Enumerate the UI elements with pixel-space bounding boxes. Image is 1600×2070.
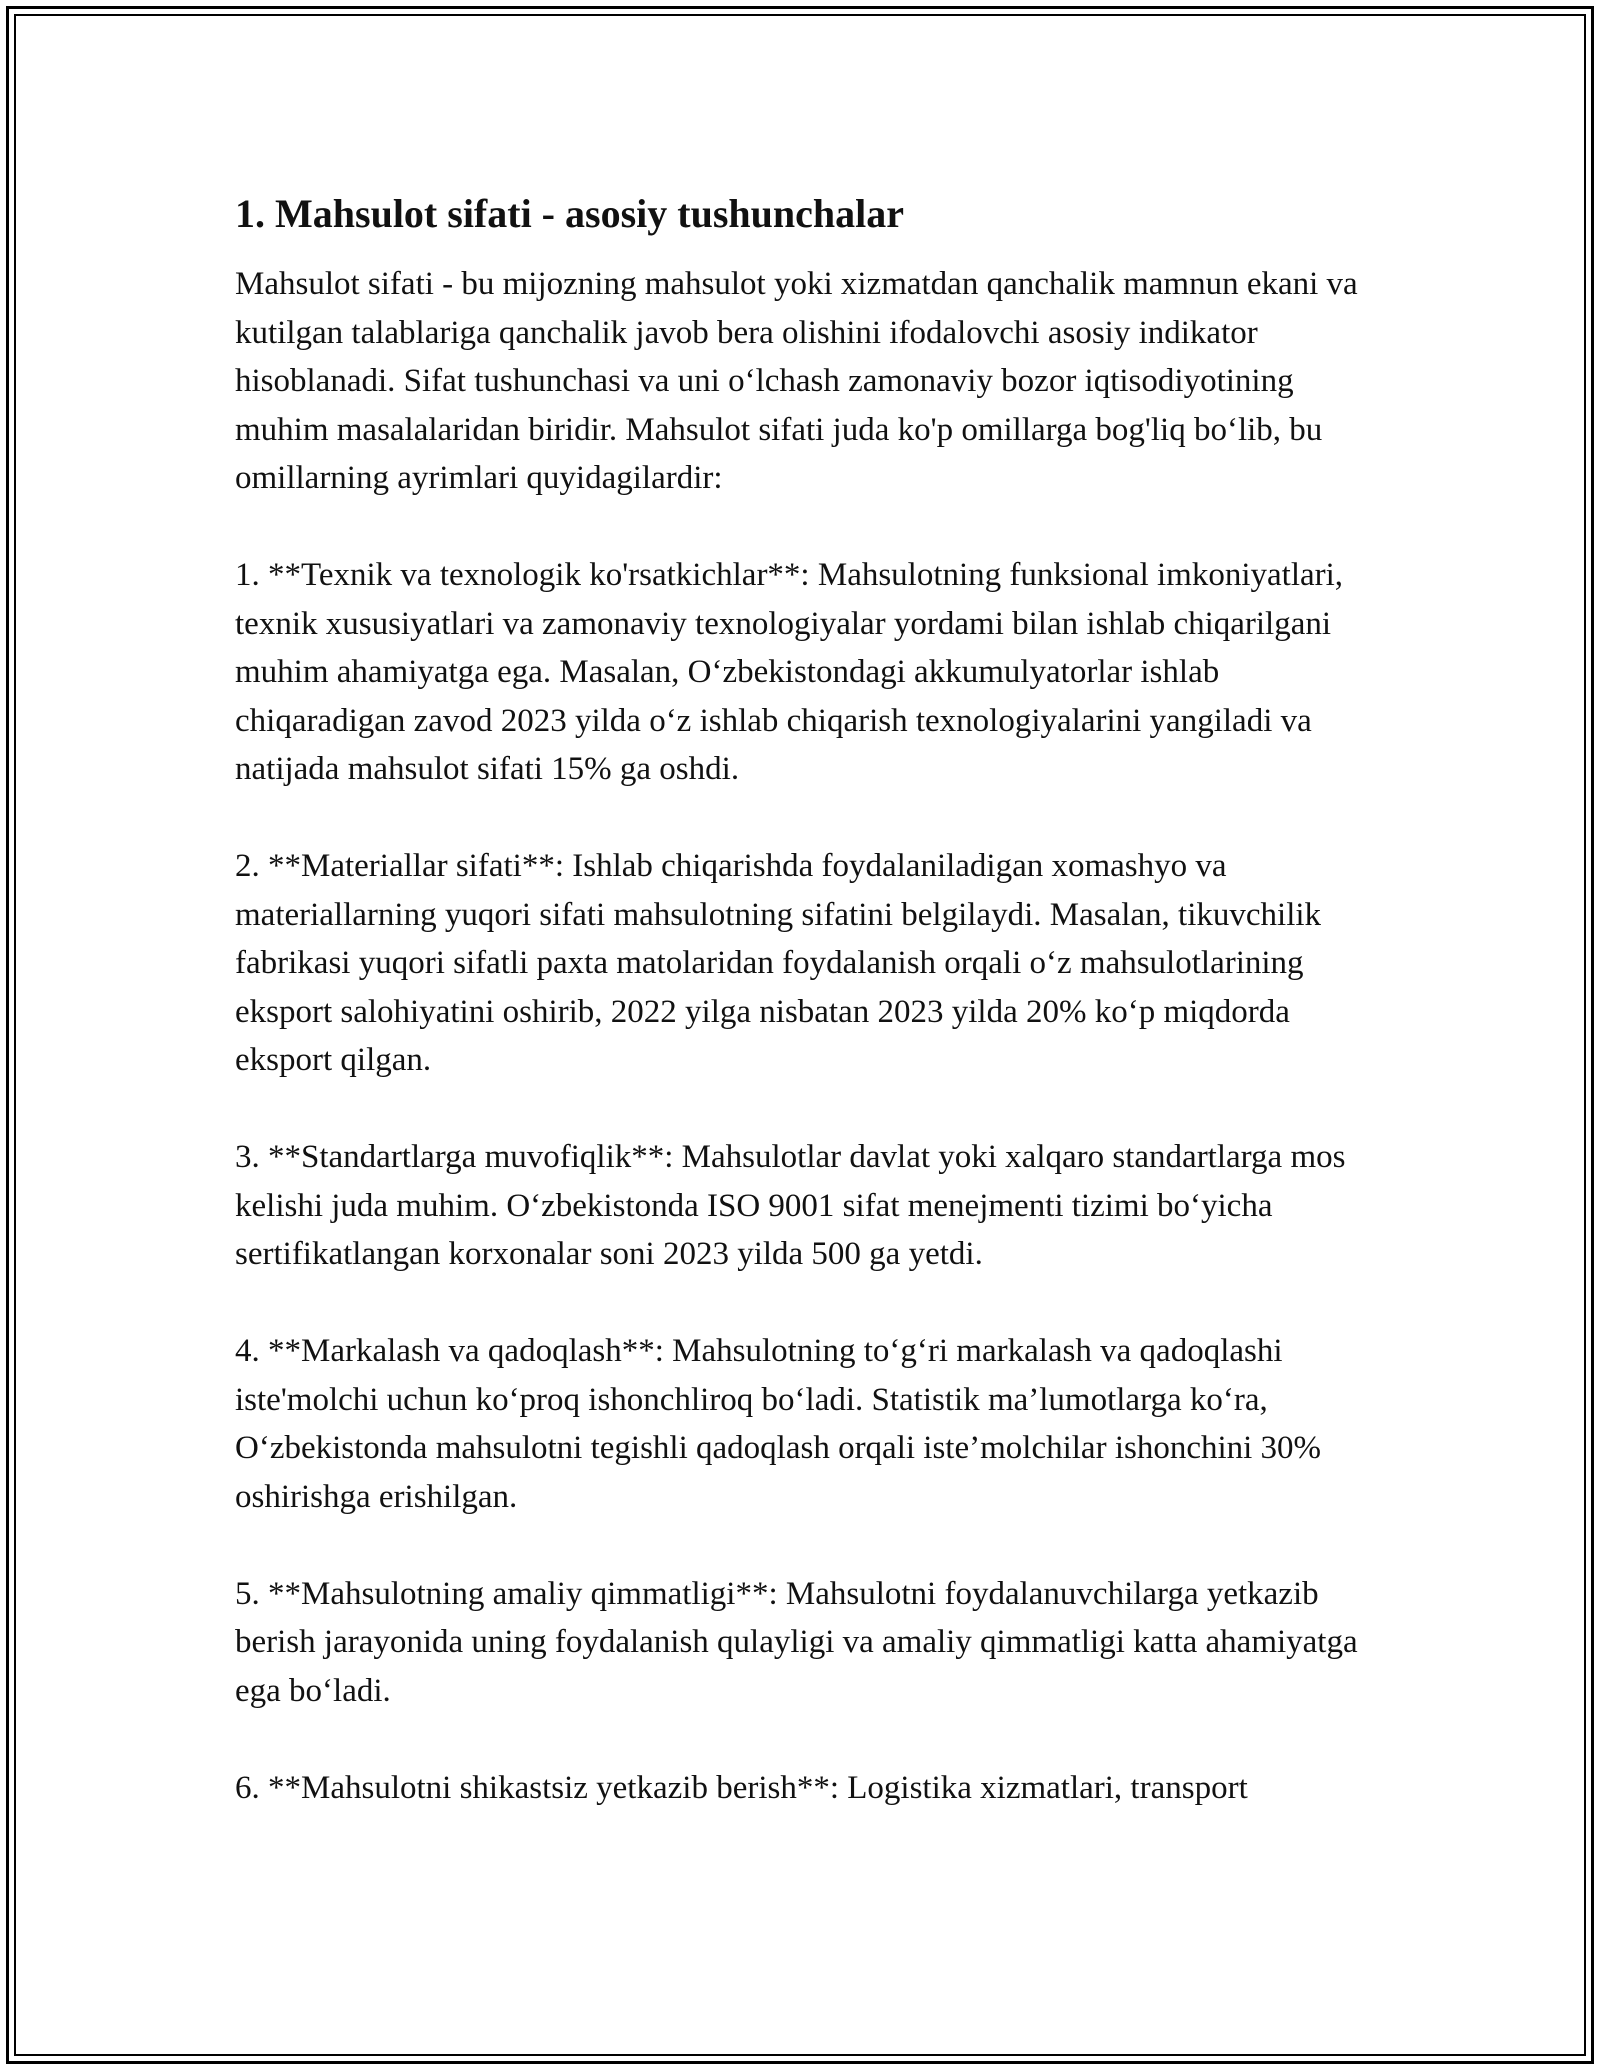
document-body bbox=[235, 190, 1375, 1812]
list-item-labeling: 4. **Markalash va qadoqlash**: Mahsulotning to‘g‘ri markalash va qadoqlashi iste'molchi uchun ko‘proq ishonchliroq bo‘ladi. Statistik ma’lumotlarga ko‘ra, O‘zbekistonda mahsulotni tegishli qadoqlash orqali iste’molchilar ishonchini 30% oshirishga erishilgan. bbox=[235, 1333, 1322, 1515]
section-heading: 1. Mahsulot sifati - asosiy tushunchalar bbox=[235, 191, 904, 236]
list-item-technical: 1. **Texnik va texnologik ko'rsatkichlar**: Mahsulotning funksional imkoniyatlari, texnik xususiyatlari va zamonaviy texnologiyalar yordami bilan ishlab chiqarilgani muhim ahamiyatga ega. Masalan, O‘zbekistondagi akkumulyatorlar ishlab chiqaradigan zavod 2023 yilda o‘z ishlab chiqarish texnologiyalarini yangiladi va natijada mahsulot sifati 15% ga oshdi. bbox=[235, 557, 1344, 787]
list-item-delivery: 6. **Mahsulotni shikastsiz yetkazib berish**: Logistika xizmatlari, transport bbox=[235, 1769, 1248, 1806]
list-item-practical-value: 5. **Mahsulotning amaliy qimmatligi**: Mahsulotni foydalanuvchilarga yetkazib berish jarayonida uning foydalanish qulayligi va amaliy qimmatligi katta ahamiyatga ega bo‘ladi. bbox=[235, 1575, 1358, 1709]
list-item-materials: 2. **Materiallar sifati**: Ishlab chiqarishda foydalaniladigan xomashyo va materiallarning yuqori sifati mahsulotning sifatini belgilaydi. Masalan, tikuvchilik fabrikasi yuqori sifatli paxta matolaridan foydalanish orqali o‘z mahsulotlarining eksport salohiyatini oshirib, 2022 yilga nisbatan 2023 yilda 20% ko‘p miqdorda eksport qilgan. bbox=[235, 848, 1322, 1078]
intro-paragraph: Mahsulot sifati - bu mijozning mahsulot yoki xizmatdan qanchalik mamnun ekani va kutilgan talablariga qanchalik javob bera olishini ifodalovchi asosiy indikator hisoblanadi. Sifat tushunchasi va uni o‘lchash zamonaviy bozor iqtisodiyotining muhim masalalaridan biridir. Mahsulot sifati juda ko'p omillarga bog'liq bo‘lib, bu omillarning ayrimlari quyidagilardir: bbox=[235, 266, 1358, 496]
list-item-standards: 3. **Standartlarga muvofiqlik**: Mahsulotlar davlat yoki xalqaro standartlarga mos kelishi juda muhim. O‘zbekistonda ISO 9001 sifat menejmenti tizimi bo‘yicha sertifikatlangan korxonalar soni 2023 yilda 500 ga yetdi. bbox=[235, 1139, 1346, 1272]
